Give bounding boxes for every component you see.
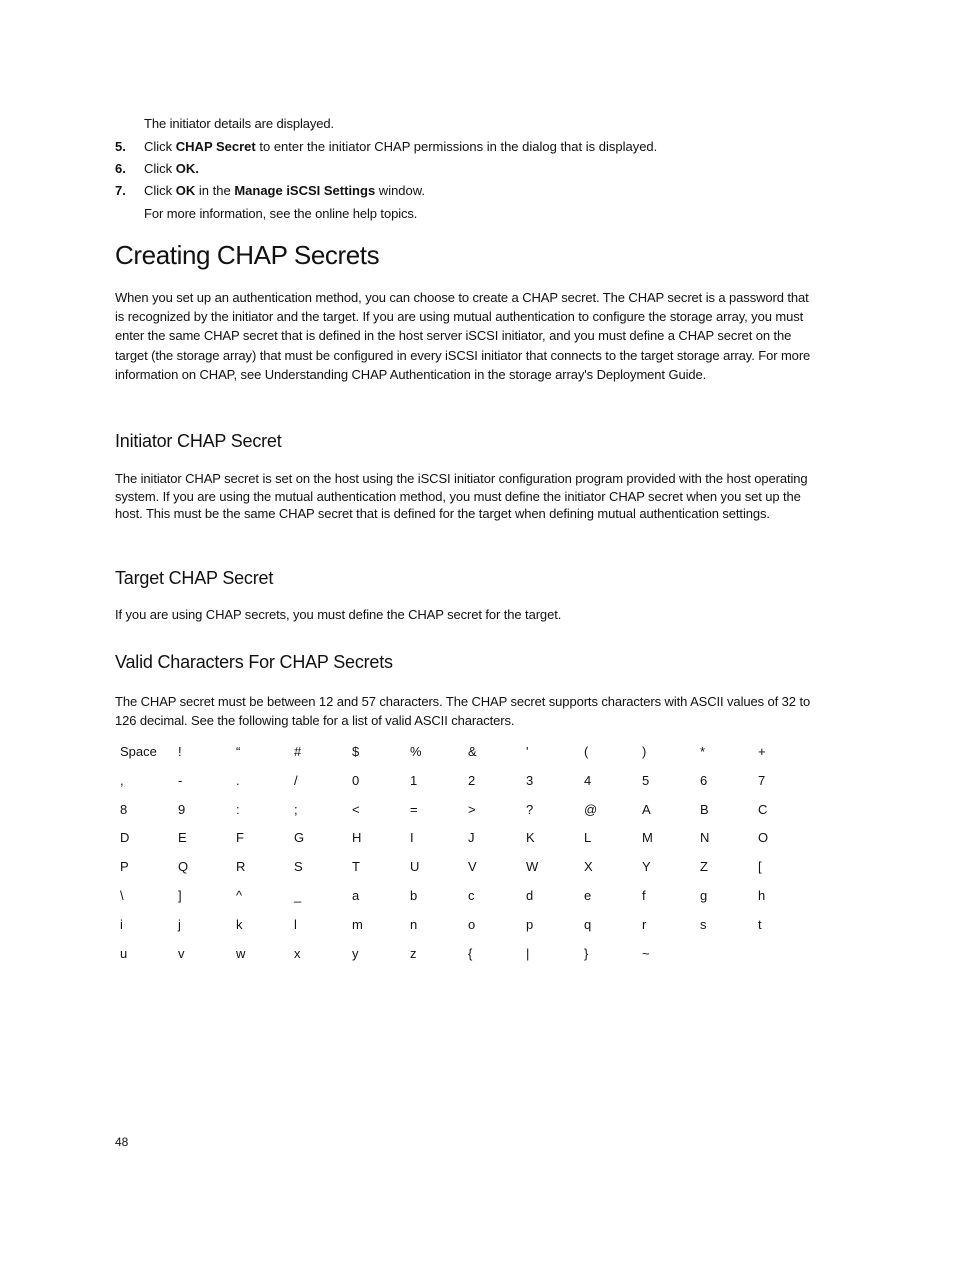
subsection-heading-initiator: Initiator CHAP Secret	[115, 431, 282, 451]
more-info-note: For more information, see the online help topics.	[144, 206, 418, 221]
table-cell: X	[584, 859, 593, 875]
table-cell: L	[584, 830, 592, 846]
table-cell: z	[410, 945, 417, 961]
step-number: 7.	[115, 183, 126, 198]
table-cell: D	[120, 830, 130, 846]
table-cell: <	[352, 801, 360, 817]
table-cell: &	[468, 744, 477, 759]
table-cell: J	[468, 830, 475, 846]
step-text-part: Click	[144, 183, 176, 198]
step-number: 5.	[115, 139, 126, 154]
table-cell: O	[758, 830, 769, 846]
table-cell: b	[410, 888, 418, 903]
table-cell: #	[294, 744, 302, 759]
table-cell: {	[468, 945, 473, 961]
table-cell: ^	[236, 888, 243, 903]
initiator-details-note: The initiator details are displayed.	[144, 116, 335, 131]
table-cell: f	[642, 888, 646, 903]
table-cell: F	[236, 830, 244, 846]
table-cell: -	[178, 772, 183, 788]
table-cell: e	[584, 888, 592, 903]
page-number: 48	[115, 1135, 129, 1149]
table-cell: W	[526, 859, 539, 875]
table-cell: m	[352, 916, 363, 932]
table-cell: o	[468, 916, 476, 932]
step-text	[144, 160, 199, 178]
table-cell: N	[700, 830, 710, 846]
step-number: 6.	[115, 161, 126, 176]
table-cell: *	[700, 744, 706, 759]
table-cell: j	[178, 916, 181, 932]
table-cell: 3	[526, 772, 534, 788]
section-heading-creating-chap-secrets: Creating CHAP Secrets	[115, 240, 380, 270]
ui-term: CHAP Secret	[175, 139, 256, 154]
table-cell: K	[526, 830, 535, 846]
table-cell: c	[468, 888, 475, 903]
table-cell: ,	[120, 772, 124, 788]
table-cell: ]	[178, 888, 182, 903]
step-text	[144, 182, 425, 200]
table-cell: \	[120, 888, 124, 903]
step-text-part: in the	[195, 183, 235, 198]
table-cell: 2	[468, 772, 476, 788]
table-cell: r	[642, 916, 647, 932]
table-cell: S	[294, 859, 303, 875]
initiator-paragraph: The initiator CHAP secret is set on the host using the iSCSI initiator configuration program provided with the host operating system. If you are using the mutual authentication method, you must define the initiator CHAP secret when you set up the host. This must be the same CHAP secret that is defined for the target when defining mutual authentication settings.	[115, 471, 808, 521]
table-cell: u	[120, 945, 128, 961]
table-cell: I	[410, 830, 414, 846]
table-cell: E	[178, 830, 187, 846]
table-cell: Space	[120, 744, 157, 759]
table-cell: '	[526, 744, 529, 759]
table-cell: P	[120, 859, 129, 875]
table-cell: =	[410, 801, 418, 817]
table-cell: R	[236, 859, 246, 875]
table-cell: H	[352, 830, 362, 846]
ui-term: OK.	[175, 161, 199, 176]
table-cell: /	[294, 772, 298, 788]
table-cell: Y	[642, 859, 651, 875]
table-cell: a	[352, 888, 360, 903]
table-cell: U	[410, 859, 420, 875]
table-cell: _	[294, 888, 302, 903]
table-cell: >	[468, 801, 476, 817]
table-cell: ;	[294, 801, 298, 817]
table-cell: [	[758, 859, 762, 875]
table-cell: V	[468, 859, 477, 875]
table-cell: %	[410, 744, 422, 759]
table-cell: !	[178, 744, 182, 759]
table-cell: :	[236, 801, 240, 817]
table-cell: C	[758, 801, 768, 817]
ui-term: OK	[175, 183, 196, 198]
table-cell: 7	[758, 772, 766, 788]
subsection-heading-target: Target CHAP Secret	[115, 568, 274, 588]
table-cell: $	[352, 744, 360, 759]
table-cell: +	[758, 744, 766, 759]
table-cell: ~	[642, 945, 650, 961]
table-cell: 1	[410, 772, 418, 788]
table-cell: “	[236, 744, 241, 759]
table-cell: q	[584, 916, 592, 932]
table-cell: g	[700, 888, 708, 903]
table-cell: n	[410, 916, 418, 932]
step-text-part: Click	[144, 139, 176, 154]
valid-characters-paragraph: The CHAP secret must be between 12 and 57 characters. The CHAP secret supports characters with ASCII values of 32 to 126 decimal. See the following table for a list of valid ASCII characters.	[115, 694, 811, 728]
table-cell: |	[526, 945, 530, 961]
table-cell: k	[236, 916, 243, 932]
table-cell: 8	[120, 801, 128, 817]
table-cell: x	[294, 945, 301, 961]
table-cell: )	[642, 744, 647, 759]
table-cell: t	[758, 916, 762, 932]
table-cell: (	[584, 744, 589, 759]
table-cell: 5	[642, 772, 650, 788]
step-text	[144, 138, 657, 156]
table-cell: 0	[352, 772, 360, 788]
table-cell: 9	[178, 801, 186, 817]
table-cell: p	[526, 916, 534, 932]
table-cell: B	[700, 801, 709, 817]
table-cell: A	[642, 801, 651, 817]
table-cell: M	[642, 830, 653, 846]
table-cell: y	[352, 945, 359, 961]
table-cell: d	[526, 888, 534, 903]
table-cell: w	[236, 945, 246, 961]
table-cell: }	[584, 945, 589, 961]
ui-term: Manage iSCSI Settings	[234, 183, 376, 198]
table-cell: l	[294, 916, 297, 932]
step-text-part: window.	[375, 183, 426, 198]
table-cell: 6	[700, 772, 708, 788]
table-cell: Q	[178, 859, 189, 875]
table-cell: T	[352, 859, 360, 875]
table-cell: @	[584, 801, 598, 817]
target-paragraph: If you are using CHAP secrets, you must define the CHAP secret for the target.	[115, 607, 562, 622]
step-text-part: Click	[144, 161, 176, 176]
table-cell: s	[700, 916, 707, 932]
table-cell: h	[758, 888, 766, 903]
table-cell: v	[178, 945, 185, 961]
step-text-part: to enter the initiator CHAP permissions in the dialog that is displayed.	[255, 139, 658, 154]
table-cell: i	[120, 916, 123, 932]
table-cell: ?	[526, 801, 534, 817]
creating-chap-paragraph: When you set up an authentication method, you can choose to create a CHAP secret. The CHAP secret is a password that is recognized by the initiator and the target. If you are using mutual authentication to configure the storage array, you must enter the same CHAP secret that is defined in the host server iSCSI initiator, and you must define a CHAP secret on the target (the storage array) that must be configured in every iSCSI initiator that connects to the target storage array. For more information on CHAP, see Understanding CHAP Authentication in the storage array's Deployment Guide.	[115, 290, 811, 382]
subsection-heading-valid-characters: Valid Characters For CHAP Secrets	[115, 652, 393, 672]
table-cell: 4	[584, 772, 592, 788]
table-cell: G	[294, 830, 305, 846]
table-cell: Z	[700, 859, 708, 875]
table-cell: .	[236, 772, 240, 788]
